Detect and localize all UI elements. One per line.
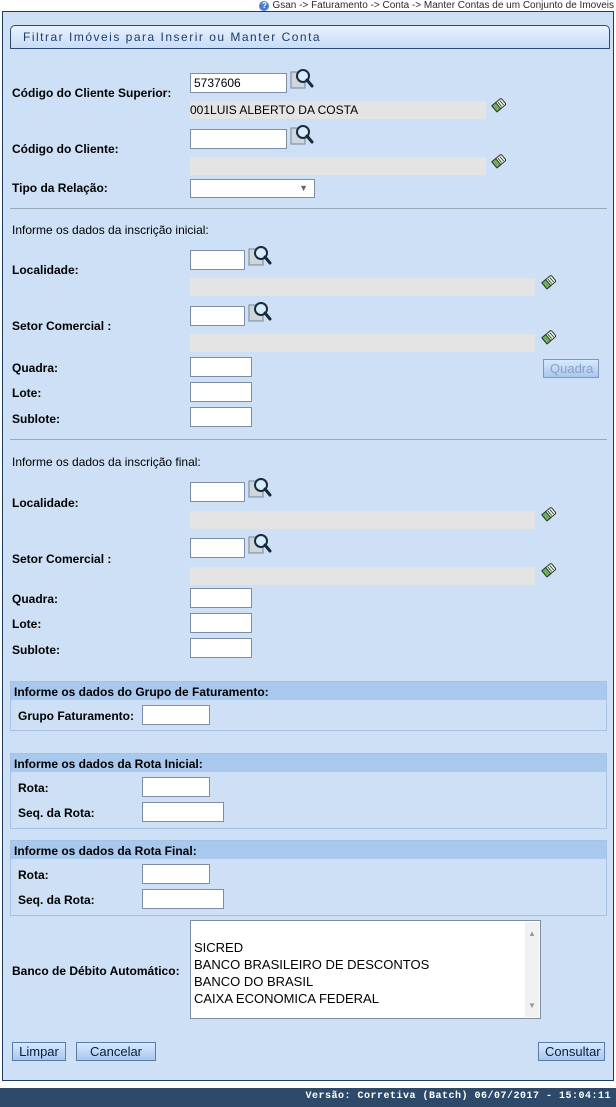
consultar-button[interactable]: Consultar <box>538 1042 605 1061</box>
cliente-code-input[interactable] <box>190 129 287 149</box>
cliente-name-field <box>190 157 486 175</box>
banco-option[interactable]: BANCO DO BRASIL <box>194 974 314 989</box>
setor-final-label: Setor Comercial : <box>12 552 112 566</box>
rota-final-heading: Informe os dados da Rota Final: <box>11 841 606 859</box>
quadra-inicial-label: Quadra: <box>12 361 59 375</box>
clear-cliente-eraser-icon[interactable] <box>490 152 508 170</box>
setor-final-input[interactable] <box>190 538 245 558</box>
search-setor-final-icon[interactable] <box>248 533 272 555</box>
localidade-final-input[interactable] <box>190 482 245 502</box>
seq-rota-inicial-label: Seq. da Rota: <box>18 806 95 820</box>
rota-final-group <box>10 840 607 916</box>
banco-label: Banco de Débito Automático: <box>12 964 180 978</box>
setor-inicial-name-field <box>190 334 535 352</box>
search-cliente-icon[interactable] <box>290 124 314 146</box>
rota-inicial-group <box>10 753 607 829</box>
breadcrumb <box>259 0 614 11</box>
banco-listbox[interactable] <box>190 920 541 1019</box>
scroll-down-icon[interactable]: ▼ <box>528 1001 536 1010</box>
localidade-inicial-label: Localidade: <box>12 263 79 277</box>
sublote-inicial-label: Sublote: <box>12 412 60 426</box>
banco-option[interactable]: CAIXA ECONOMICA FEDERAL <box>194 991 379 1006</box>
cancelar-button[interactable]: Cancelar <box>76 1042 156 1061</box>
rota-inicial-label: Rota: <box>18 781 49 795</box>
setor-inicial-input[interactable] <box>190 306 245 326</box>
sublote-final-input[interactable] <box>190 638 252 658</box>
lote-final-input[interactable] <box>190 613 252 633</box>
page-title: Filtrar Imóveis para Inserir ou Manter Conta <box>10 25 610 49</box>
seq-rota-final-label: Seq. da Rota: <box>18 893 95 907</box>
search-cliente-superior-icon[interactable] <box>290 68 314 90</box>
limpar-button[interactable]: Limpar <box>12 1042 66 1061</box>
rota-inicial-input[interactable] <box>142 777 210 797</box>
grupo-faturamento-group <box>10 681 607 731</box>
lote-final-label: Lote: <box>12 617 42 631</box>
inscricao-final-heading: Informe os dados da inscrição final: <box>12 455 201 469</box>
grupo-faturamento-label: Grupo Faturamento: <box>18 709 134 723</box>
inscricao-inicial-heading: Informe os dados da inscrição inicial: <box>12 223 209 237</box>
clear-cliente-superior-eraser-icon[interactable] <box>490 96 508 114</box>
rota-final-label: Rota: <box>18 868 49 882</box>
tipo-relacao-label: Tipo da Relação: <box>12 181 108 195</box>
setor-final-name-field <box>190 567 535 585</box>
localidade-final-label: Localidade: <box>12 496 79 510</box>
cliente-superior-name-field: 001LUIS ALBERTO DA COSTA <box>190 101 486 119</box>
banco-option[interactable]: SICRED <box>194 940 244 955</box>
quadra-final-input[interactable] <box>190 588 252 608</box>
localidade-inicial-name-field <box>190 278 535 296</box>
lote-inicial-label: Lote: <box>12 386 42 400</box>
cliente-superior-code-input[interactable] <box>190 73 287 93</box>
search-localidade-final-icon[interactable] <box>248 477 272 499</box>
grupo-faturamento-heading: Informe os dados do Grupo de Faturamento: <box>11 682 606 700</box>
divider <box>10 208 607 209</box>
search-setor-inicial-icon[interactable] <box>248 301 272 323</box>
breadcrumb-text: Gsan -> Faturamento -> Conta -> Manter Contas de um Conjunto de Imoveis <box>272 0 614 11</box>
seq-rota-final-input[interactable] <box>142 889 224 909</box>
sublote-inicial-input[interactable] <box>190 407 252 427</box>
localidade-final-name-field <box>190 511 535 529</box>
setor-inicial-label: Setor Comercial : <box>12 319 112 333</box>
grupo-faturamento-input[interactable] <box>142 705 210 725</box>
banco-option[interactable]: BANCO BRASILEIRO DE DESCONTOS <box>194 957 430 972</box>
cliente-superior-label: Código do Cliente Superior: <box>12 86 172 100</box>
quadra-inicial-input[interactable] <box>190 357 252 377</box>
rota-final-input[interactable] <box>142 864 210 884</box>
localidade-inicial-input[interactable] <box>190 250 245 270</box>
quadra-button[interactable]: Quadra <box>543 359 599 378</box>
clear-setor-inicial-eraser-icon[interactable] <box>540 328 558 346</box>
quadra-final-label: Quadra: <box>12 592 59 606</box>
rota-inicial-heading: Informe os dados da Rota Inicial: <box>11 754 606 772</box>
scroll-up-icon[interactable]: ▲ <box>528 929 536 938</box>
cliente-label: Código do Cliente: <box>12 142 119 156</box>
listbox-scrollbar[interactable] <box>525 922 539 1017</box>
sublote-final-label: Sublote: <box>12 643 60 657</box>
clear-localidade-inicial-eraser-icon[interactable] <box>540 273 558 291</box>
clear-setor-final-eraser-icon[interactable] <box>540 561 558 579</box>
search-localidade-inicial-icon[interactable] <box>248 245 272 267</box>
chevron-down-icon: ▼ <box>299 183 308 193</box>
lote-inicial-input[interactable] <box>190 382 252 402</box>
help-icon[interactable]: ? <box>259 1 269 11</box>
clear-localidade-final-eraser-icon[interactable] <box>540 505 558 523</box>
tipo-relacao-select[interactable] <box>190 179 315 198</box>
version-footer: Versão: Corretiva (Batch) 06/07/2017 - 15:04:11 <box>0 1088 616 1107</box>
divider <box>10 439 607 440</box>
seq-rota-inicial-input[interactable] <box>142 802 224 822</box>
